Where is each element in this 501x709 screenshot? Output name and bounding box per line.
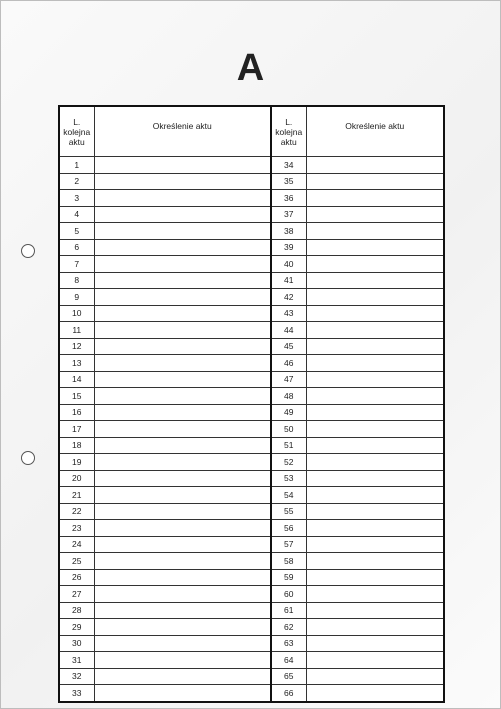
row-description-right[interactable] xyxy=(306,206,444,223)
row-description-right[interactable] xyxy=(306,371,444,388)
table-row xyxy=(59,173,444,190)
row-description-right[interactable] xyxy=(306,652,444,669)
table-header-row xyxy=(59,106,444,157)
row-description-left[interactable] xyxy=(94,239,271,256)
table-row xyxy=(59,355,444,372)
row-number-right: 55 xyxy=(271,503,306,520)
row-number-right: 62 xyxy=(271,619,306,636)
row-description-right[interactable] xyxy=(306,668,444,685)
table-row xyxy=(59,404,444,421)
header-number-line: aktu xyxy=(280,136,297,147)
row-description-left[interactable] xyxy=(94,553,271,570)
row-number-left: 21 xyxy=(59,487,94,504)
table-row xyxy=(59,239,444,256)
row-number-left: 18 xyxy=(59,437,94,454)
row-description-right[interactable] xyxy=(306,404,444,421)
table-row xyxy=(59,371,444,388)
row-number-left: 29 xyxy=(59,619,94,636)
row-description-right[interactable] xyxy=(306,338,444,355)
row-number-left: 17 xyxy=(59,421,94,438)
row-description-left[interactable] xyxy=(94,569,271,586)
row-description-right[interactable] xyxy=(306,305,444,322)
row-description-right[interactable] xyxy=(306,388,444,405)
row-description-right[interactable] xyxy=(306,619,444,636)
row-number-right: 51 xyxy=(271,437,306,454)
table-row xyxy=(59,685,444,702)
table-row xyxy=(59,256,444,273)
row-description-right[interactable] xyxy=(306,322,444,339)
row-description-right[interactable] xyxy=(306,289,444,306)
row-number-right: 63 xyxy=(271,635,306,652)
row-number-left: 9 xyxy=(59,289,94,306)
row-number-right: 39 xyxy=(271,239,306,256)
row-description-left[interactable] xyxy=(94,322,271,339)
row-number-right: 44 xyxy=(271,322,306,339)
row-number-right: 54 xyxy=(271,487,306,504)
row-description-left[interactable] xyxy=(94,190,271,207)
row-description-right[interactable] xyxy=(306,272,444,289)
punch-hole-top xyxy=(21,244,35,258)
row-description-left[interactable] xyxy=(94,173,271,190)
row-description-left[interactable] xyxy=(94,404,271,421)
row-number-left: 13 xyxy=(59,355,94,372)
header-number-right xyxy=(271,106,306,157)
row-description-right[interactable] xyxy=(306,355,444,372)
table-row xyxy=(59,652,444,669)
table-row xyxy=(59,569,444,586)
row-description-right[interactable] xyxy=(306,437,444,454)
row-description-left[interactable] xyxy=(94,371,271,388)
row-description-left[interactable] xyxy=(94,470,271,487)
row-number-right: 38 xyxy=(271,223,306,240)
row-description-left[interactable] xyxy=(94,635,271,652)
table-row xyxy=(59,503,444,520)
table-row xyxy=(59,289,444,306)
row-number-right: 57 xyxy=(271,536,306,553)
table-row xyxy=(59,206,444,223)
table-row xyxy=(59,635,444,652)
row-description-left[interactable] xyxy=(94,685,271,702)
header-number-left xyxy=(59,106,94,157)
row-number-left: 14 xyxy=(59,371,94,388)
register-table xyxy=(58,105,445,703)
row-description-right[interactable] xyxy=(306,454,444,471)
row-number-left: 33 xyxy=(59,685,94,702)
row-description-left[interactable] xyxy=(94,157,271,174)
table-row xyxy=(59,470,444,487)
row-number-right: 59 xyxy=(271,569,306,586)
row-number-right: 47 xyxy=(271,371,306,388)
row-number-left: 22 xyxy=(59,503,94,520)
row-number-left: 11 xyxy=(59,322,94,339)
row-number-left: 32 xyxy=(59,668,94,685)
row-description-right[interactable] xyxy=(306,470,444,487)
row-number-right: 35 xyxy=(271,173,306,190)
row-number-left: 19 xyxy=(59,454,94,471)
table-row xyxy=(59,190,444,207)
row-number-right: 34 xyxy=(271,157,306,174)
table-row xyxy=(59,586,444,603)
row-description-left[interactable] xyxy=(94,355,271,372)
row-number-right: 58 xyxy=(271,553,306,570)
row-description-right[interactable] xyxy=(306,553,444,570)
row-description-right[interactable] xyxy=(306,520,444,537)
table-row xyxy=(59,388,444,405)
table-row xyxy=(59,421,444,438)
row-description-left[interactable] xyxy=(94,668,271,685)
row-number-left: 26 xyxy=(59,569,94,586)
row-number-right: 41 xyxy=(271,272,306,289)
row-description-left[interactable] xyxy=(94,619,271,636)
row-description-left[interactable] xyxy=(94,289,271,306)
row-number-left: 10 xyxy=(59,305,94,322)
punch-hole-bottom xyxy=(21,451,35,465)
row-description-left[interactable] xyxy=(94,305,271,322)
row-description-right[interactable] xyxy=(306,487,444,504)
table-row xyxy=(59,487,444,504)
table-row xyxy=(59,602,444,619)
row-number-left: 25 xyxy=(59,553,94,570)
row-number-right: 60 xyxy=(271,586,306,603)
row-description-right[interactable] xyxy=(306,421,444,438)
row-description-left[interactable] xyxy=(94,256,271,273)
header-number-line: kolejna xyxy=(63,126,91,137)
row-number-right: 52 xyxy=(271,454,306,471)
row-description-right[interactable] xyxy=(306,602,444,619)
row-number-right: 66 xyxy=(271,685,306,702)
row-number-right: 64 xyxy=(271,652,306,669)
row-number-left: 1 xyxy=(59,157,94,174)
table-row xyxy=(59,338,444,355)
row-description-left[interactable] xyxy=(94,602,271,619)
row-number-left: 16 xyxy=(59,404,94,421)
row-number-left: 7 xyxy=(59,256,94,273)
row-description-left[interactable] xyxy=(94,586,271,603)
row-description-right[interactable] xyxy=(306,256,444,273)
row-number-right: 49 xyxy=(271,404,306,421)
row-description-left[interactable] xyxy=(94,421,271,438)
row-description-left[interactable] xyxy=(94,437,271,454)
row-description-left[interactable] xyxy=(94,652,271,669)
row-description-right[interactable] xyxy=(306,536,444,553)
table-row xyxy=(59,272,444,289)
row-description-left[interactable] xyxy=(94,454,271,471)
row-description-left[interactable] xyxy=(94,223,271,240)
row-number-left: 23 xyxy=(59,520,94,537)
page-title: A xyxy=(236,47,265,89)
row-number-right: 43 xyxy=(271,305,306,322)
row-number-left: 12 xyxy=(59,338,94,355)
row-number-left: 15 xyxy=(59,388,94,405)
row-description-right[interactable] xyxy=(306,239,444,256)
row-number-left: 2 xyxy=(59,173,94,190)
row-number-right: 53 xyxy=(271,470,306,487)
row-number-left: 8 xyxy=(59,272,94,289)
row-description-left[interactable] xyxy=(94,272,271,289)
row-number-right: 61 xyxy=(271,602,306,619)
register-rows xyxy=(59,157,444,702)
table-row xyxy=(59,223,444,240)
header-description-right: Określenie aktu xyxy=(306,106,444,157)
header-number-line: aktu xyxy=(68,136,85,147)
row-description-left[interactable] xyxy=(94,520,271,537)
row-description-left[interactable] xyxy=(94,536,271,553)
row-description-left[interactable] xyxy=(94,206,271,223)
row-description-left[interactable] xyxy=(94,487,271,504)
row-number-right: 65 xyxy=(271,668,306,685)
row-number-left: 24 xyxy=(59,536,94,553)
row-description-right[interactable] xyxy=(306,685,444,702)
row-number-left: 31 xyxy=(59,652,94,669)
row-description-right[interactable] xyxy=(306,223,444,240)
row-number-left: 4 xyxy=(59,206,94,223)
table-row xyxy=(59,157,444,174)
row-number-right: 48 xyxy=(271,388,306,405)
row-description-left[interactable] xyxy=(94,503,271,520)
table-row xyxy=(59,322,444,339)
row-number-right: 45 xyxy=(271,338,306,355)
row-number-right: 46 xyxy=(271,355,306,372)
table-row xyxy=(59,305,444,322)
row-description-left[interactable] xyxy=(94,338,271,355)
row-number-left: 5 xyxy=(59,223,94,240)
table-row xyxy=(59,619,444,636)
row-number-right: 50 xyxy=(271,421,306,438)
row-number-right: 36 xyxy=(271,190,306,207)
table-row xyxy=(59,437,444,454)
table-row xyxy=(59,536,444,553)
table-row xyxy=(59,454,444,471)
row-number-left: 30 xyxy=(59,635,94,652)
row-description-right[interactable] xyxy=(306,635,444,652)
row-description-right[interactable] xyxy=(306,569,444,586)
row-number-right: 40 xyxy=(271,256,306,273)
header-number-line: L. xyxy=(73,116,81,127)
header-description-left: Określenie aktu xyxy=(94,106,271,157)
row-number-right: 56 xyxy=(271,520,306,537)
row-description-left[interactable] xyxy=(94,388,271,405)
row-description-right[interactable] xyxy=(306,190,444,207)
row-number-left: 3 xyxy=(59,190,94,207)
row-description-right[interactable] xyxy=(306,157,444,174)
row-number-left: 20 xyxy=(59,470,94,487)
table-row xyxy=(59,668,444,685)
row-description-right[interactable] xyxy=(306,586,444,603)
row-number-left: 28 xyxy=(59,602,94,619)
header-number-line: L. xyxy=(285,116,293,127)
row-number-left: 27 xyxy=(59,586,94,603)
row-number-right: 42 xyxy=(271,289,306,306)
table-row xyxy=(59,520,444,537)
row-description-right[interactable] xyxy=(306,503,444,520)
header-number-line: kolejna xyxy=(275,126,303,137)
table-row xyxy=(59,553,444,570)
row-number-left: 6 xyxy=(59,239,94,256)
row-description-right[interactable] xyxy=(306,173,444,190)
row-number-right: 37 xyxy=(271,206,306,223)
